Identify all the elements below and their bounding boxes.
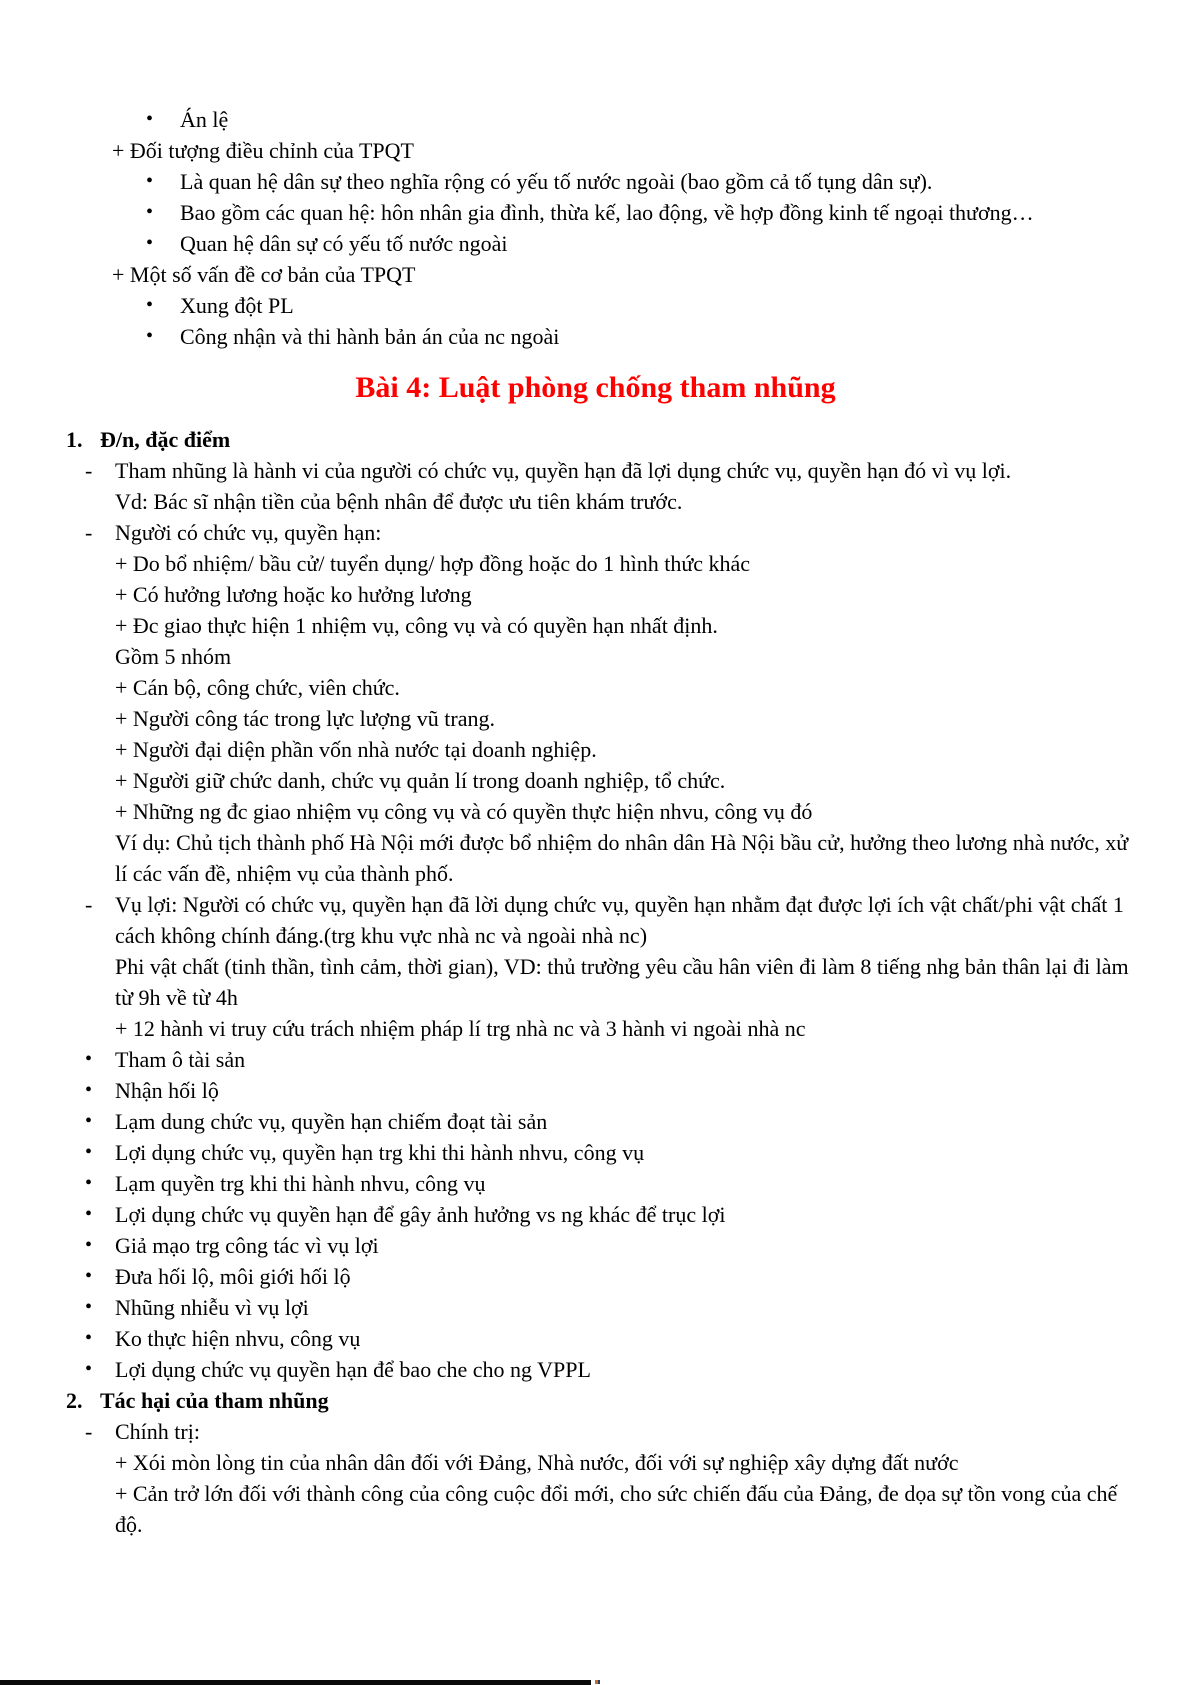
dash-item (85, 889, 1131, 951)
document-title: Bài 4: Luật phòng chống tham nhũng (355, 371, 836, 404)
line-text: Quan hệ dân sự có yếu tố nước ngoài (180, 231, 508, 256)
line-text: + Cán bộ, công chức, viên chức. (115, 675, 400, 700)
line-text: Tham ô tài sản (115, 1047, 246, 1072)
line-text: + Những ng đc giao nhiệm vụ công vụ và có quyền thực hiện nhvu, công vụ đó (115, 799, 813, 824)
line-text: + Cản trở lớn đối với thành công của công cuộc đổi mới, cho sức chiến đấu của Đảng, đe dọa sự tồn vong của chế độ. (115, 1481, 1118, 1537)
bullet-item (85, 1044, 1131, 1075)
bullet-icon: • (85, 1141, 93, 1163)
line-text: Chính trị: (115, 1419, 200, 1444)
bullet-item (85, 1106, 1131, 1137)
bullet-item (146, 321, 1131, 352)
bullet-item (146, 166, 1131, 197)
continuation-line (115, 1013, 1131, 1044)
bullet-icon: • (146, 108, 154, 130)
continuation-line (115, 579, 1131, 610)
bullet-icon: • (146, 201, 154, 223)
line-text: Ko thực hiện nhvu, công vụ (115, 1326, 361, 1351)
bullet-icon: • (85, 1172, 93, 1194)
continuation-line (115, 951, 1131, 1013)
bullet-item (146, 228, 1131, 259)
dash-icon: - (85, 458, 93, 483)
dash-item (85, 1416, 1131, 1447)
line-text: Lợi dụng chức vụ quyền hạn để bao che cho ng VPPL (115, 1357, 591, 1382)
line-text: Án lệ (180, 107, 229, 132)
bullet-icon: • (85, 1079, 93, 1101)
bullet-icon: • (146, 232, 154, 254)
line-text: + Một số vấn đề cơ bản của TPQT (112, 262, 416, 287)
heading-number: 1. (66, 427, 83, 452)
dash-icon: - (85, 892, 93, 917)
line-text: Là quan hệ dân sự theo nghĩa rộng có yếu tố nước ngoài (bao gồm cả tố tụng dân sự). (180, 169, 933, 194)
bullet-icon: • (85, 1327, 93, 1349)
bullet-icon: • (146, 325, 154, 347)
bullet-item (85, 1230, 1131, 1261)
line-text: Vd: Bác sĩ nhận tiền của bệnh nhân để được ưu tiên khám trước. (115, 489, 683, 514)
line-text: Xung đột PL (180, 293, 294, 318)
line-text: Vụ lợi: Người có chức vụ, quyền hạn đã lời dụng chức vụ, quyền hạn nhằm đạt được lợi ích vật chất/phi vật chất 1 cách không chính đáng.(trg khu vực nhà nc và ngoài nhà nc) (115, 892, 1124, 948)
bullet-icon: • (85, 1358, 93, 1380)
line-text: + Đc giao thực hiện 1 nhiệm vụ, công vụ và có quyền hạn nhất định. (115, 613, 718, 638)
dash-icon: - (85, 520, 93, 545)
line-text: Bao gồm các quan hệ: hôn nhân gia đình, thừa kế, lao động, về hợp đồng kinh tế ngoại thương… (180, 200, 1034, 225)
horizontal-scrollbar-thumb[interactable] (0, 1680, 591, 1685)
line-text: + Do bổ nhiệm/ bầu cử/ tuyển dụng/ hợp đồng hoặc do 1 hình thức khác (115, 551, 751, 576)
line-text: Lạm quyền trg khi thi hành nhvu, công vụ (115, 1171, 486, 1196)
line-text: + Có hưởng lương hoặc ko hưởng lương (115, 582, 472, 607)
line-text: + Người công tác trong lực lượng vũ trang. (115, 706, 495, 731)
dash-item (85, 517, 1131, 548)
continuation-line (115, 734, 1131, 765)
line-text: Giả mạo trg công tác vì vụ lợi (115, 1233, 379, 1258)
bullet-item (85, 1137, 1131, 1168)
line-text: Phi vật chất (tinh thần, tình cảm, thời gian), VD: thủ trường yêu cầu hân viên đi làm 8 tiếng nhg bản thân lại đi làm từ 9h về từ 4h (115, 954, 1129, 1010)
line-text: Công nhận và thi hành bản án của nc ngoài (180, 324, 560, 349)
line-text: Nhũng nhiễu vì vụ lợi (115, 1295, 309, 1320)
bullet-item (85, 1323, 1131, 1354)
line-text: Người có chức vụ, quyền hạn: (115, 520, 382, 545)
continuation-line (115, 610, 1131, 641)
line-text: + 12 hành vi truy cứu trách nhiệm pháp lí trg nhà nc và 3 hành vi ngoài nhà nc (115, 1016, 806, 1041)
bullet-icon: • (85, 1234, 93, 1256)
heading-number: 2. (66, 1388, 83, 1413)
line-text: Gồm 5 nhóm (115, 644, 232, 669)
line-text: + Xói mòn lòng tin của nhân dân đối với Đảng, Nhà nước, đối với sự nghiệp xây dựng đất nước (115, 1450, 959, 1475)
bullet-item (85, 1261, 1131, 1292)
line-text: Nhận hối lộ (115, 1078, 219, 1103)
line-text: Ví dụ: Chủ tịch thành phố Hà Nội mới được bổ nhiệm do nhân dân Hà Nội bầu cử, hưởng theo lương nhà nước, xử lí các vấn đề, nhiệm vụ của thành phố. (115, 830, 1129, 886)
line-text: Tham nhũng là hành vi của người có chức vụ, quyền hạn đã lợi dụng chức vụ, quyền hạn đó vì vụ lợi. (115, 458, 1012, 483)
continuation-line (115, 641, 1131, 672)
dash-item (85, 455, 1131, 486)
continuation-line (115, 1478, 1131, 1540)
bullet-icon: • (85, 1110, 93, 1132)
line-text: + Người đại diện phần vốn nhà nước tại doanh nghiệp. (115, 737, 597, 762)
line-text: Lạm dung chức vụ, quyền hạn chiếm đoạt tài sản (115, 1109, 548, 1134)
bullet-item (85, 1199, 1131, 1230)
continuation-line (115, 796, 1131, 827)
bullet-icon: • (85, 1203, 93, 1225)
plus-line (112, 135, 1131, 166)
bullet-item (146, 197, 1131, 228)
continuation-line (115, 672, 1131, 703)
bullet-item (85, 1075, 1131, 1106)
line-text: Đ/n, đặc điểm (100, 427, 231, 452)
line-text: Đưa hối lộ, môi giới hối lộ (115, 1264, 351, 1289)
continuation-line (115, 827, 1131, 889)
bullet-item (85, 1292, 1131, 1323)
line-text: Lợi dụng chức vụ, quyền hạn trg khi thi hành nhvu, công vụ (115, 1140, 645, 1165)
numbered-heading (66, 424, 1131, 455)
bullet-icon: • (85, 1296, 93, 1318)
continuation-line (115, 548, 1131, 579)
bullet-item (85, 1168, 1131, 1199)
numbered-heading (66, 1385, 1131, 1416)
line-text: Tác hại của tham nhũng (100, 1388, 329, 1413)
line-text: + Đối tượng điều chỉnh của TPQT (112, 138, 414, 163)
plus-line (112, 259, 1131, 290)
bottom-bar-dot (595, 1680, 600, 1684)
continuation-line (115, 1447, 1131, 1478)
line-text: Lợi dụng chức vụ quyền hạn để gây ảnh hưởng vs ng khác để trục lợi (115, 1202, 726, 1227)
continuation-line (115, 765, 1131, 796)
line-text: + Người giữ chức danh, chức vụ quản lí trong doanh nghiệp, tổ chức. (115, 768, 726, 793)
bullet-icon: • (146, 170, 154, 192)
bullet-item (146, 290, 1131, 321)
bullet-icon: • (85, 1048, 93, 1070)
bullet-icon: • (85, 1265, 93, 1287)
dash-icon: - (85, 1419, 93, 1444)
continuation-line (115, 486, 1131, 517)
bullet-icon: • (146, 294, 154, 316)
bullet-item (85, 1354, 1131, 1385)
continuation-line (115, 703, 1131, 734)
bullet-item (146, 104, 1131, 135)
